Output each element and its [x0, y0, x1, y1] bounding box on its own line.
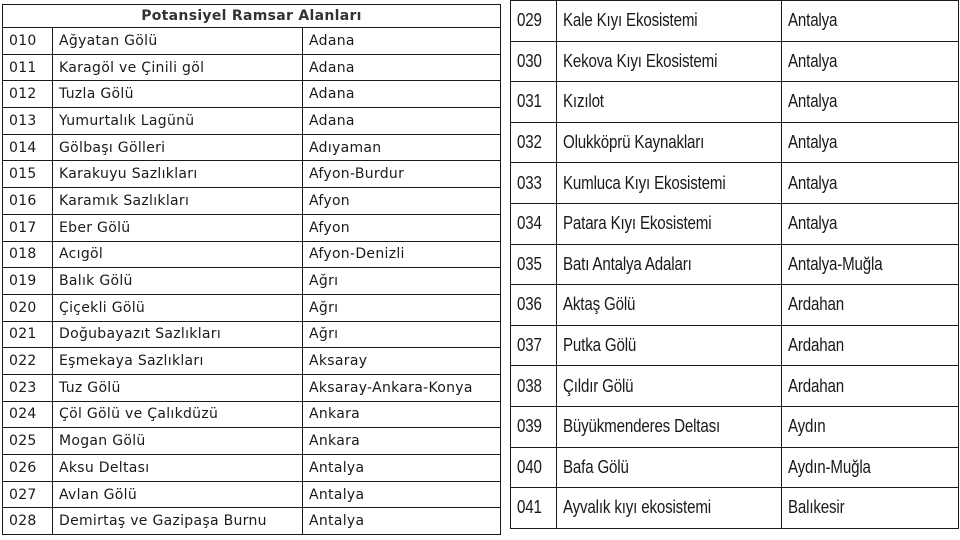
province-cell [782, 82, 959, 123]
site-number-cell [3, 241, 53, 268]
site-name-cell [53, 161, 303, 188]
province: Ankara [309, 406, 361, 423]
site-name: Mogan Gölü [59, 433, 146, 450]
site-number-cell [511, 244, 557, 285]
site-number: 014 [9, 139, 37, 156]
province-cell [303, 268, 501, 295]
province: Afyon-Denizli [309, 246, 405, 263]
site-name: Demirtaş ve Gazipaşa Burnu [59, 513, 267, 530]
site-number-cell [3, 481, 53, 508]
province-cell [782, 488, 959, 529]
site-number: 020 [9, 299, 37, 316]
site-number: 022 [9, 353, 37, 370]
site-name-cell [53, 241, 303, 268]
province: Antalya [788, 10, 838, 31]
province: Aksaray-Ankara-Konya [309, 379, 473, 396]
site-name: Çöl Gölü ve Çalıkdüzü [59, 406, 219, 423]
site-number: 038 [517, 375, 542, 396]
site-number-cell [3, 108, 53, 135]
table-row [511, 325, 959, 366]
table-row [3, 401, 501, 428]
site-number-cell [3, 134, 53, 161]
province: Aydın [788, 416, 826, 437]
table-row [3, 374, 501, 401]
site-number: 019 [9, 273, 37, 290]
table-row [3, 81, 501, 108]
left-table-body [3, 28, 501, 535]
site-number: 015 [9, 166, 37, 183]
province: Balıkesir [788, 497, 845, 518]
province: Ağrı [309, 273, 339, 290]
province: Antalya [788, 91, 838, 112]
site-name: Yumurtalık Lagünü [59, 112, 195, 129]
province-cell [303, 108, 501, 135]
province-cell [782, 122, 959, 163]
province-cell [782, 325, 959, 366]
province: Antalya [788, 50, 838, 71]
province: Antalya [788, 213, 838, 234]
site-name-cell [53, 401, 303, 428]
site-number: 021 [9, 326, 37, 343]
table-header-row [3, 5, 501, 28]
site-number: 025 [9, 433, 37, 450]
site-number: 028 [9, 513, 37, 530]
province-cell [303, 401, 501, 428]
site-number: 039 [517, 416, 542, 437]
site-number-cell [511, 488, 557, 529]
site-number-cell [511, 203, 557, 244]
site-number: 031 [517, 91, 542, 112]
site-name-cell [53, 508, 303, 535]
province: Antalya-Muğla [788, 253, 883, 274]
table-row [511, 163, 959, 204]
province: Aksaray [309, 353, 368, 370]
province-cell [303, 81, 501, 108]
site-name-cell [557, 447, 782, 488]
site-number: 037 [517, 335, 542, 356]
province-cell [303, 428, 501, 455]
province: Adana [309, 32, 355, 49]
table-row [3, 428, 501, 455]
province: Antalya [309, 513, 365, 530]
table-row [3, 455, 501, 482]
site-name-cell [53, 455, 303, 482]
site-name-cell [557, 163, 782, 204]
province-cell [303, 28, 501, 55]
site-number-cell [3, 455, 53, 482]
site-name-cell [53, 374, 303, 401]
site-name: Gölbaşı Gölleri [59, 139, 166, 156]
site-name-cell [557, 325, 782, 366]
site-number: 010 [9, 32, 37, 49]
province: Aydın-Muğla [788, 456, 871, 477]
site-name: Bafa Gölü [563, 456, 629, 477]
site-name: Tuzla Gölü [59, 86, 134, 103]
site-name: Olukköprü Kaynakları [563, 132, 705, 153]
site-number: 016 [9, 192, 37, 209]
site-number: 032 [517, 132, 542, 153]
site-number: 040 [517, 456, 542, 477]
site-name-cell [53, 108, 303, 135]
site-name-cell [53, 268, 303, 295]
site-name: Kızılot [563, 91, 604, 112]
site-number: 041 [517, 497, 542, 518]
site-name-cell [53, 428, 303, 455]
site-number-cell [3, 321, 53, 348]
site-name-cell [557, 244, 782, 285]
site-number: 030 [517, 50, 542, 71]
site-name-cell [53, 321, 303, 348]
site-number-cell [511, 447, 557, 488]
province: Adana [309, 86, 355, 103]
province-cell [782, 244, 959, 285]
site-number: 012 [9, 86, 37, 103]
province-cell [782, 285, 959, 326]
site-name-cell [557, 406, 782, 447]
site-name-cell [53, 481, 303, 508]
right-wetland-table [510, 0, 959, 529]
province: Ankara [309, 433, 361, 450]
site-name-cell [53, 294, 303, 321]
site-number-cell [511, 285, 557, 326]
site-name-cell [557, 1, 782, 42]
table-row [511, 366, 959, 407]
table-row [3, 161, 501, 188]
site-name-cell [53, 134, 303, 161]
site-name-cell [53, 54, 303, 81]
site-number: 013 [9, 112, 37, 129]
site-number-cell [511, 325, 557, 366]
province: Antalya [309, 459, 365, 476]
province: Ardahan [788, 294, 844, 315]
site-number-cell [3, 374, 53, 401]
table-row [3, 188, 501, 215]
site-name: Putka Gölü [563, 335, 637, 356]
site-name: Çiçekli Gölü [59, 299, 146, 316]
province-cell [303, 54, 501, 81]
province-cell [303, 241, 501, 268]
province-cell [782, 406, 959, 447]
left-wetland-table [2, 4, 501, 535]
province: Antalya [788, 172, 838, 193]
site-name: Büyükmenderes Deltası [563, 416, 721, 437]
site-name: Karamık Sazlıkları [59, 192, 190, 209]
province: Ardahan [788, 335, 844, 356]
table-row [3, 108, 501, 135]
province-cell [303, 321, 501, 348]
site-number-cell [511, 406, 557, 447]
table-row [3, 348, 501, 375]
site-name-cell [53, 348, 303, 375]
province-cell [303, 294, 501, 321]
site-number-cell [511, 82, 557, 123]
site-name: Karagöl ve Çinili göl [59, 59, 205, 76]
site-name: Kekova Kıyı Ekosistemi [563, 50, 718, 71]
table-row [511, 406, 959, 447]
table-row [3, 241, 501, 268]
site-number-cell [3, 188, 53, 215]
site-number-cell [511, 366, 557, 407]
site-name: Ayvalık kıyı ekosistemi [563, 497, 711, 518]
table-row [3, 54, 501, 81]
site-number-cell [3, 54, 53, 81]
table-row [511, 285, 959, 326]
table-row [3, 134, 501, 161]
site-name: Balık Gölü [59, 273, 133, 290]
site-number: 018 [9, 246, 37, 263]
site-name-cell [557, 82, 782, 123]
table-row [511, 447, 959, 488]
province: Afyon-Burdur [309, 166, 405, 183]
site-number: 017 [9, 219, 37, 236]
province: Afyon [309, 219, 350, 236]
site-number-cell [511, 163, 557, 204]
site-number: 024 [9, 406, 37, 423]
province-cell [782, 203, 959, 244]
table-row [3, 28, 501, 55]
site-number: 034 [517, 213, 542, 234]
province-cell [782, 41, 959, 82]
site-number-cell [511, 1, 557, 42]
site-number: 026 [9, 459, 37, 476]
site-number-cell [3, 268, 53, 295]
table-row [511, 41, 959, 82]
table-row [3, 481, 501, 508]
site-name: Batı Antalya Adaları [563, 253, 692, 274]
right-table-body [511, 1, 959, 529]
site-number: 027 [9, 486, 37, 503]
site-name-cell [53, 188, 303, 215]
site-number-cell [3, 508, 53, 535]
site-number: 011 [9, 59, 37, 76]
province-cell [782, 1, 959, 42]
province: Antalya [788, 132, 838, 153]
table-row [511, 488, 959, 529]
table-row [3, 321, 501, 348]
province-cell [782, 366, 959, 407]
site-number-cell [3, 214, 53, 241]
site-name: Aksu Deltası [59, 459, 150, 476]
site-name: Acıgöl [59, 246, 104, 263]
province-cell [303, 481, 501, 508]
site-name-cell [557, 122, 782, 163]
table-row [511, 122, 959, 163]
table-row [511, 82, 959, 123]
site-name: Eşmekaya Sazlıkları [59, 353, 204, 370]
site-name: Tuz Gölü [59, 379, 121, 396]
site-number: 023 [9, 379, 37, 396]
site-name-cell [557, 285, 782, 326]
table-row [511, 203, 959, 244]
province: Ağrı [309, 326, 339, 343]
site-name-cell [557, 203, 782, 244]
site-name: Kale Kıyı Ekosistemi [563, 10, 698, 31]
site-name-cell [53, 214, 303, 241]
site-name: Çıldır Gölü [563, 375, 634, 396]
site-number-cell [3, 294, 53, 321]
province: Ardahan [788, 375, 844, 396]
table-row [511, 1, 959, 42]
province: Antalya [309, 486, 365, 503]
table-row [3, 268, 501, 295]
table-title: Potansiyel Ramsar Alanları [3, 5, 501, 28]
site-name: Avlan Gölü [59, 486, 138, 503]
table-row [511, 244, 959, 285]
site-number-cell [511, 41, 557, 82]
site-number-cell [3, 28, 53, 55]
site-number-cell [3, 81, 53, 108]
site-number-cell [511, 122, 557, 163]
site-number: 029 [517, 10, 542, 31]
site-name: Doğubayazıt Sazlıkları [59, 326, 222, 343]
province-cell [303, 348, 501, 375]
province: Adıyaman [309, 139, 382, 156]
table-row [3, 214, 501, 241]
site-name-cell [557, 41, 782, 82]
site-name-cell [53, 28, 303, 55]
province-cell [303, 374, 501, 401]
table-row [3, 508, 501, 535]
province-cell [303, 455, 501, 482]
province-cell [782, 447, 959, 488]
province-cell [303, 508, 501, 535]
site-number: 033 [517, 172, 542, 193]
site-number: 036 [517, 294, 542, 315]
site-name: Eber Gölü [59, 219, 131, 236]
site-name: Karakuyu Sazlıkları [59, 166, 198, 183]
site-number-cell [3, 428, 53, 455]
province-cell [303, 161, 501, 188]
province: Adana [309, 59, 355, 76]
site-name: Ağyatan Gölü [59, 32, 158, 49]
site-number-cell [3, 348, 53, 375]
table-row [3, 294, 501, 321]
site-name-cell [557, 366, 782, 407]
province-cell [303, 188, 501, 215]
province: Adana [309, 112, 355, 129]
site-number: 035 [517, 253, 542, 274]
province-cell [782, 163, 959, 204]
site-name: Patara Kıyı Ekosistemi [563, 213, 712, 234]
site-name-cell [53, 81, 303, 108]
site-name: Aktaş Gölü [563, 294, 636, 315]
site-number-cell [3, 161, 53, 188]
site-name: Kumluca Kıyı Ekosistemi [563, 172, 726, 193]
province-cell [303, 134, 501, 161]
site-number-cell [3, 401, 53, 428]
province-cell [303, 214, 501, 241]
province: Ağrı [309, 299, 339, 316]
site-name-cell [557, 488, 782, 529]
province: Afyon [309, 192, 350, 209]
